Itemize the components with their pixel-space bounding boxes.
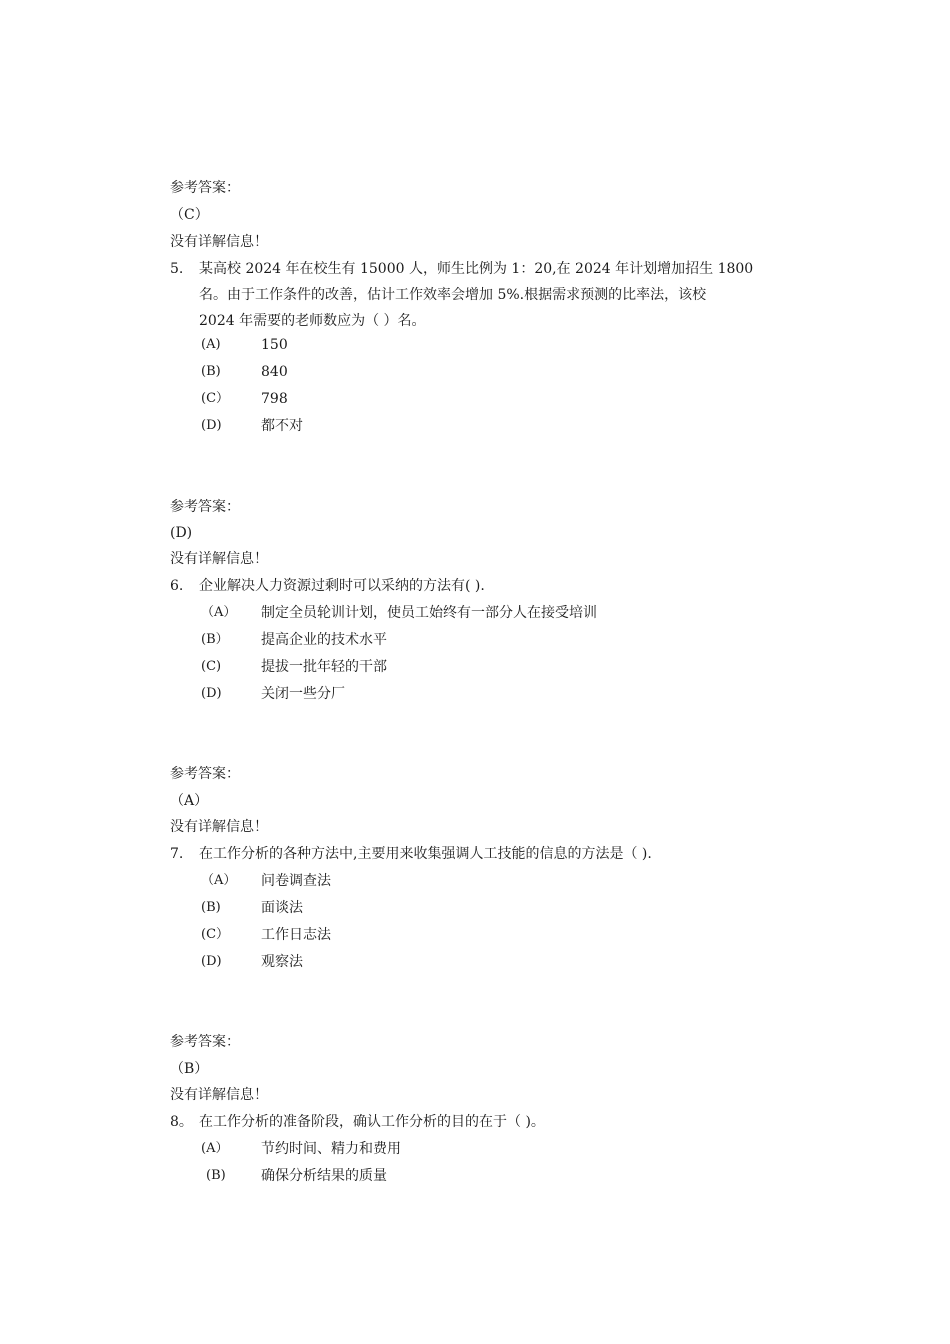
no-detail-text: 没有详解信息！ [170, 234, 268, 250]
option-text: 问卷调查法 [261, 873, 331, 889]
answer-value: (D) [170, 525, 193, 541]
option-letter: (D) [201, 686, 222, 701]
option-letter: (A） [201, 1141, 229, 1156]
option-text: 840 [261, 364, 288, 380]
question-text-line: 某高校 2024 年在校生有 15000 人，师生比例为 1：20,在 2024 年计划增加招生 1800 [199, 261, 754, 277]
option-letter: (B) [201, 364, 221, 379]
answer-label: 参考答案： [170, 1034, 240, 1050]
option-letter: （A） [201, 873, 237, 888]
question-text-line: 在工作分析的各种方法中,主要用来收集强调人工技能的信息的方法是（ ). [199, 846, 652, 862]
question-text-line: 2024 年需要的老师数应为（ ）名。 [199, 313, 426, 329]
option-letter: (B) [201, 900, 221, 915]
question-number: 5. [170, 261, 184, 277]
option-text: 确保分析结果的质量 [261, 1168, 387, 1184]
option-text: 提高企业的技术水平 [261, 632, 387, 648]
option-text: 798 [261, 391, 288, 407]
option-letter: (C) [201, 659, 222, 674]
option-text: 制定全员轮训计划，使员工始终有一部分人在接受培训 [261, 605, 597, 621]
no-detail-text: 没有详解信息！ [170, 551, 268, 567]
option-letter: （A） [201, 605, 237, 620]
answer-value: （A） [170, 793, 209, 809]
option-text: 关闭一些分厂 [261, 686, 345, 702]
option-text: 工作日志法 [261, 927, 331, 943]
no-detail-text: 没有详解信息！ [170, 1087, 268, 1103]
question-text-line: 在工作分析的准备阶段，确认工作分析的目的在于（ )。 [199, 1114, 545, 1130]
answer-value: （C） [170, 207, 209, 223]
answer-value: （B） [170, 1061, 209, 1077]
option-text: 都不对 [261, 418, 303, 434]
option-text: 观察法 [261, 954, 303, 970]
question-number: 6. [170, 578, 184, 594]
option-text: 面谈法 [261, 900, 303, 916]
option-letter: (C） [201, 391, 230, 406]
option-letter: (C） [201, 927, 230, 942]
option-text: 提拔一批年轻的干部 [261, 659, 387, 675]
answer-label: 参考答案： [170, 180, 240, 196]
option-text: 节约时间、精力和费用 [261, 1141, 401, 1157]
option-letter: (D) [201, 418, 222, 433]
option-text: 150 [261, 337, 288, 353]
question-text-line: 名。由于工作条件的改善，估计工作效率会增加 5%.根据需求预测的比率法，该校 [199, 287, 707, 303]
question-number: 8。 [170, 1114, 193, 1130]
option-letter: (A) [201, 337, 221, 352]
answer-label: 参考答案： [170, 499, 240, 515]
answer-label: 参考答案： [170, 766, 240, 782]
question-number: 7. [170, 846, 184, 862]
question-text-line: 企业解决人力资源过剩时可以采纳的方法有( ). [199, 578, 485, 594]
option-letter: (B） [201, 632, 229, 647]
option-letter: (D) [201, 954, 222, 969]
option-letter: (B) [206, 1168, 226, 1183]
no-detail-text: 没有详解信息！ [170, 819, 268, 835]
